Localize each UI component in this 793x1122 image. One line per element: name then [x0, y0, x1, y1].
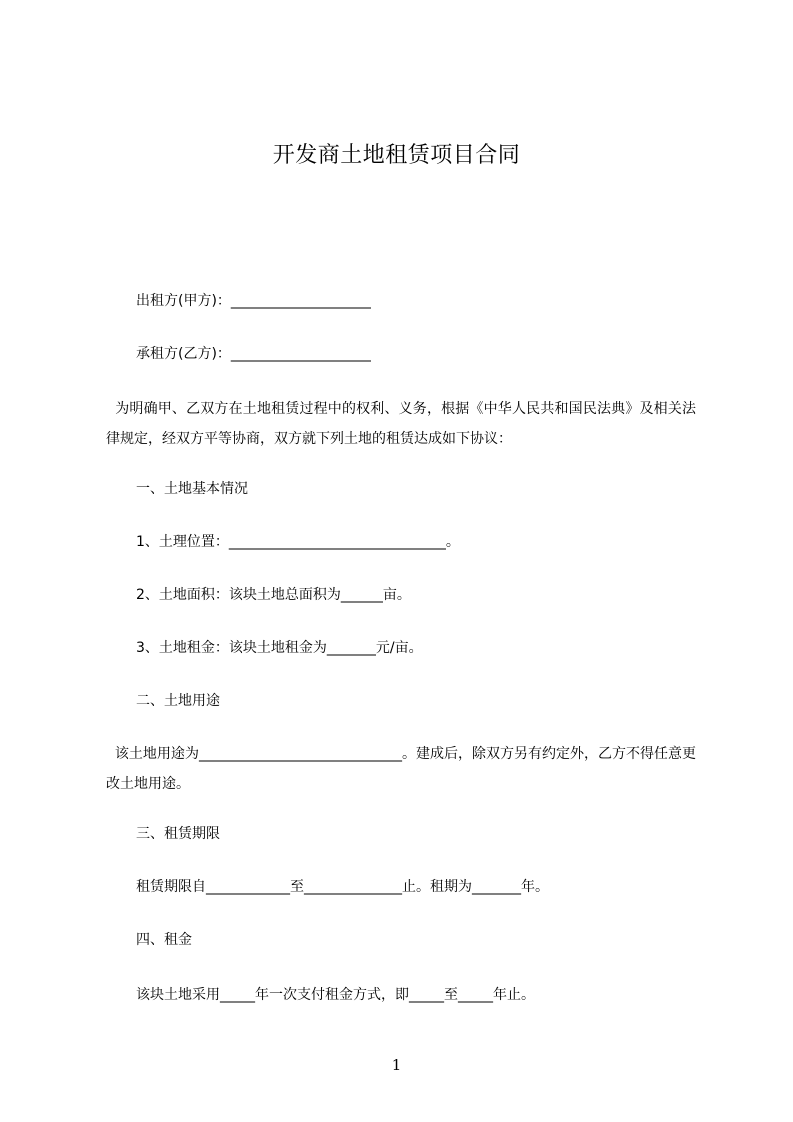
lessee-line: 承租方(乙方)：____________________ [136, 346, 371, 362]
section-heading-lease-term: 三、租赁期限 [136, 826, 220, 842]
section-heading-land-use: 二、土地用途 [136, 693, 220, 709]
rent-paragraph: 该块土地采用_____年一次支付租金方式，即_____至_____年止。 [136, 987, 535, 1003]
lease-term-paragraph: 租赁期限自____________至______________止。租期为_______年。 [136, 879, 549, 895]
section-heading-land-info: 一、土地基本情况 [136, 481, 248, 497]
lessor-line: 出租方(甲方)：____________________ [136, 293, 371, 309]
land-area-item: 2、土地面积：该块土地总面积为______亩。 [136, 587, 411, 603]
land-location-item: 1、土理位置：_______________________________。 [136, 534, 460, 550]
land-rent-item: 3、土地租金：该块土地租金为_______元/亩。 [136, 640, 423, 656]
land-use-paragraph: 该土地用途为_____________________________。建成后，除双方另有约定外，乙方不得任意更改土地用途。 [106, 746, 697, 792]
page-title: 开发商土地租赁项目合同 [272, 143, 521, 168]
section-heading-rent: 四、租金 [136, 932, 192, 948]
page-number: 1 [391, 1056, 402, 1074]
preamble-paragraph: 为明确甲、乙双方在土地租赁过程中的权利、义务，根据《中华人民共和国民法典》及相关法律规定，经双方平等协商，双方就下列土地的租赁达成如下协议： [106, 401, 697, 447]
